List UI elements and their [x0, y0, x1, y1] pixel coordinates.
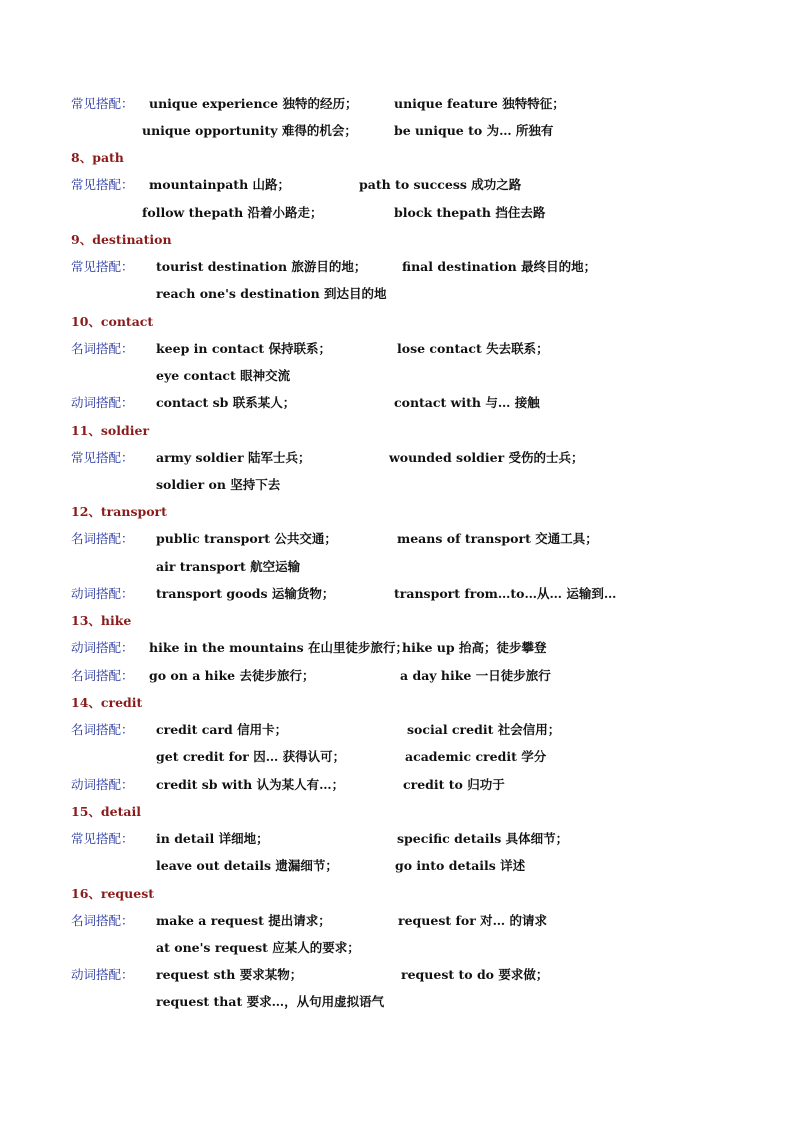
collocation-line [0, 94, 794, 114]
collocation-category-label: 常见搭配： [71, 831, 134, 846]
collocation-category-label: 名词搭配： [71, 531, 134, 546]
collocation-line [0, 829, 794, 849]
collocation-line [0, 856, 794, 876]
collocation-entry: hike in the mountains 在山里徒步旅行； [149, 640, 408, 655]
collocation-category-label: 常见搭配： [71, 450, 134, 465]
word-heading: 11、soldier [71, 423, 150, 438]
collocation-entry: at one's request 应某人的要求； [156, 940, 360, 955]
collocation-entry: request to do 要求做； [401, 967, 549, 982]
collocation-entry: make a request 提出请求； [156, 913, 331, 928]
collocation-line [0, 175, 794, 195]
collocation-entry: path to success 成功之路 [359, 177, 522, 192]
word-heading-line [0, 148, 794, 168]
collocation-category-label: 名词搭配： [71, 722, 134, 737]
word-heading: 15、detail [71, 804, 141, 819]
collocation-entry: request that 要求…，从句用虚拟语气 [156, 994, 385, 1009]
collocation-entry: reach one's destination 到达目的地 [156, 286, 387, 301]
word-heading-line [0, 884, 794, 904]
collocation-line [0, 448, 794, 468]
collocation-category-label: 名词搭配： [71, 913, 134, 928]
collocation-line [0, 557, 794, 577]
collocation-entry: leave out details 遗漏细节； [156, 858, 338, 873]
collocation-entry: a day hike 一日徒步旅行 [400, 668, 551, 683]
collocation-line [0, 257, 794, 277]
collocation-entry: lose contact 失去联系； [397, 341, 549, 356]
collocation-entry: keep in contact 保持联系； [156, 341, 331, 356]
word-heading-line [0, 802, 794, 822]
word-heading-line [0, 502, 794, 522]
word-heading: 13、hike [71, 613, 132, 628]
collocation-entry: eye contact 眼神交流 [156, 368, 291, 383]
collocation-line [0, 938, 794, 958]
collocation-entry: public transport 公共交通； [156, 531, 337, 546]
collocation-entry: contact with 与… 接触 [394, 395, 540, 410]
collocation-entry: transport goods 运输货物； [156, 586, 335, 601]
collocation-category-label: 常见搭配： [71, 177, 134, 192]
word-heading-line [0, 312, 794, 332]
collocation-category-label: 动词搭配： [71, 777, 134, 792]
collocation-entry: tourist destination 旅游目的地； [156, 259, 367, 274]
collocation-line [0, 747, 794, 767]
collocation-entry: in detail 详细地； [156, 831, 269, 846]
collocation-entry: be unique to 为… 所独有 [394, 123, 554, 138]
collocation-entry: wounded soldier 受伤的士兵； [389, 450, 584, 465]
collocation-entry: follow thepath 沿着小路走； [142, 205, 323, 220]
collocation-line [0, 121, 794, 141]
collocation-category-label: 常见搭配： [71, 96, 134, 111]
collocation-entry: get credit for 因… 获得认可； [156, 749, 346, 764]
word-heading-line [0, 611, 794, 631]
word-heading-line [0, 230, 794, 250]
collocation-entry: request sth 要求某物； [156, 967, 303, 982]
collocation-entry: unique opportunity 难得的机会； [142, 123, 357, 138]
collocation-entry: transport from…to…从… 运输到… [394, 586, 617, 601]
collocation-category-label: 常见搭配： [71, 259, 134, 274]
collocation-entry: air transport 航空运输 [156, 559, 301, 574]
collocation-entry: block thepath 挡住去路 [394, 205, 546, 220]
collocation-entry: social credit 社会信用； [407, 722, 561, 737]
collocation-category-label: 名词搭配： [71, 341, 134, 356]
collocation-entry: unique feature 独特特征； [394, 96, 565, 111]
collocation-line [0, 366, 794, 386]
word-heading: 9、destination [71, 232, 172, 247]
collocation-line [0, 666, 794, 686]
collocation-entry: soldier on 坚持下去 [156, 477, 281, 492]
word-heading: 10、contact [71, 314, 154, 329]
collocation-line [0, 393, 794, 413]
collocation-entry: final destination 最终目的地； [402, 259, 597, 274]
collocation-category-label: 动词搭配： [71, 586, 134, 601]
word-heading: 14、credit [71, 695, 143, 710]
collocation-line [0, 720, 794, 740]
collocation-line [0, 529, 794, 549]
collocation-line [0, 284, 794, 304]
collocation-line [0, 203, 794, 223]
collocation-line [0, 775, 794, 795]
word-heading: 12、transport [71, 504, 167, 519]
collocation-line [0, 965, 794, 985]
collocation-entry: contact sb 联系某人； [156, 395, 296, 410]
collocation-entry: specific details 具体细节； [397, 831, 569, 846]
collocation-entry: unique experience 独特的经历； [149, 96, 358, 111]
collocation-line [0, 339, 794, 359]
word-heading-line [0, 421, 794, 441]
word-heading: 8、path [71, 150, 124, 165]
collocation-entry: means of transport 交通工具； [397, 531, 598, 546]
collocation-entry: credit sb with 认为某人有…； [156, 777, 345, 792]
collocation-entry: request for 对… 的请求 [398, 913, 547, 928]
collocation-entry: go into details 详述 [395, 858, 526, 873]
collocation-category-label: 动词搭配： [71, 395, 134, 410]
collocation-line [0, 992, 794, 1012]
collocation-entry: credit to 归功于 [403, 777, 505, 792]
collocation-line [0, 911, 794, 931]
collocation-category-label: 动词搭配： [71, 967, 134, 982]
collocation-entry: mountainpath 山路； [149, 177, 291, 192]
collocation-entry: go on a hike 去徒步旅行； [149, 668, 315, 683]
word-heading: 16、request [71, 886, 155, 901]
collocation-category-label: 动词搭配： [71, 640, 134, 655]
collocation-line [0, 584, 794, 604]
collocation-line [0, 638, 794, 658]
collocation-entry: hike up 抬高；徒步攀登 [402, 640, 547, 655]
collocation-line [0, 475, 794, 495]
collocation-entry: army soldier 陆军士兵； [156, 450, 311, 465]
collocation-entry: credit card 信用卡； [156, 722, 288, 737]
collocation-category-label: 名词搭配： [71, 668, 134, 683]
word-heading-line [0, 693, 794, 713]
collocation-entry: academic credit 学分 [405, 749, 547, 764]
